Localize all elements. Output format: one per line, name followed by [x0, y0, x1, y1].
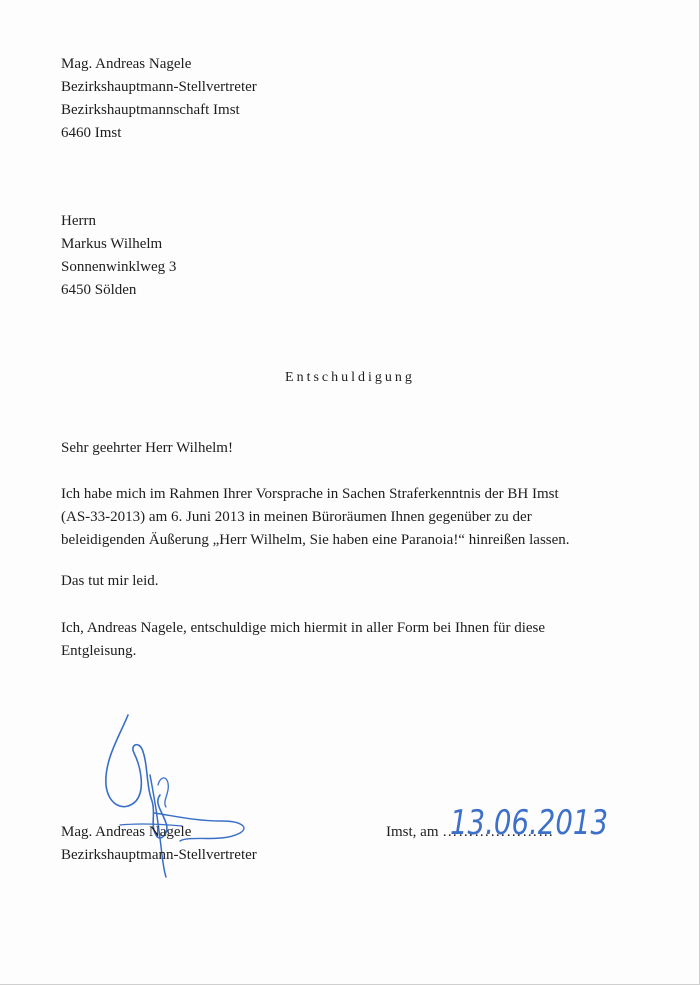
- paragraph-line: Ich habe mich im Rahmen Ihrer Vorsprache in Sachen Straferkenntnis der BH Imst: [61, 486, 559, 502]
- recipient-name: Markus Wilhelm: [61, 236, 163, 252]
- closing-signature-block: [61, 821, 257, 867]
- sender-address: [61, 53, 257, 145]
- sender-city: 6460 Imst: [61, 125, 122, 141]
- handwritten-date-text: 13.06.2013: [450, 803, 608, 843]
- paragraph-line: Ich, Andreas Nagele, entschuldige mich hiermit in aller Form bei Ihnen für diese: [61, 620, 546, 636]
- paragraph-line: Entgleisung.: [61, 643, 137, 659]
- closing-title: Bezirkshauptmann-Stellvertreter: [61, 847, 257, 863]
- recipient-city: 6450 Sölden: [61, 282, 137, 298]
- paragraph-incident: [61, 483, 570, 552]
- paragraph-line: beleidigenden Äußerung „Herr Wilhelm, Sie haben eine Paranoia!“ hinreißen lassen.: [61, 532, 570, 548]
- place-date-label: Imst, am: [386, 824, 439, 840]
- sender-title: Bezirkshauptmann-Stellvertreter: [61, 79, 257, 95]
- date-dotted-line: …………………: [442, 824, 555, 840]
- sender-name: Mag. Andreas Nagele: [61, 56, 192, 72]
- subject-heading: Entschuldigung: [285, 370, 415, 385]
- recipient-salutation: Herrn: [61, 213, 96, 229]
- sender-authority: Bezirkshauptmannschaft Imst: [61, 102, 240, 118]
- paragraph-apology: [61, 617, 545, 663]
- paragraph-line: Das tut mir leid.: [61, 573, 159, 589]
- paragraph-line: (AS-33-2013) am 6. Juni 2013 in meinen Büroräumen Ihnen gegenüber zu der: [61, 509, 532, 525]
- handwritten-date: [448, 790, 613, 850]
- paragraph-regret: [61, 570, 159, 593]
- closing-name: Mag. Andreas Nagele: [61, 824, 192, 840]
- letter-salutation: Sehr geehrter Herr Wilhelm!: [61, 440, 233, 456]
- recipient-address: [61, 210, 176, 302]
- recipient-street: Sonnenwinklweg 3: [61, 259, 177, 275]
